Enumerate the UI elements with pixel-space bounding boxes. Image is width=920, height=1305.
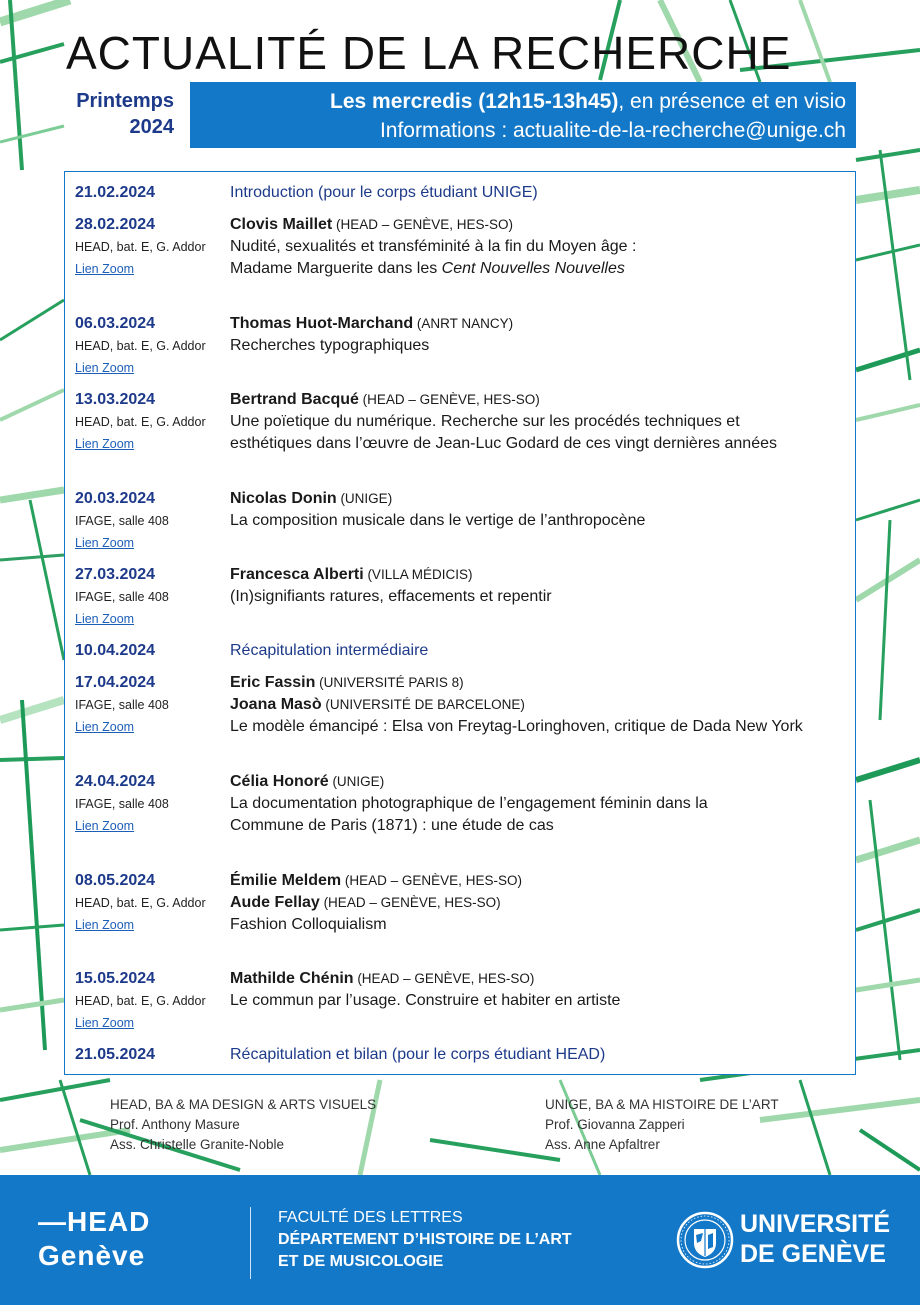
entry-date: 20.03.2024 (75, 490, 156, 507)
zoom-link[interactable]: Lien Zoom (75, 612, 135, 626)
entry-date: 17.04.2024 (75, 674, 156, 691)
speaker-name: Émilie Meldem (230, 872, 342, 889)
footer-divider (250, 1207, 251, 1279)
speaker-name: Aude Fellay (230, 894, 320, 911)
speaker-affiliation: (HEAD – GENÈVE, HES-SO) (358, 392, 540, 407)
talk-title-line: esthétiques dans l’œuvre de Jean-Luc Godard de ces vingt dernières années (230, 435, 777, 452)
entry-date: 08.05.2024 (75, 872, 156, 889)
entry-date: 27.03.2024 (75, 566, 156, 583)
zoom-link[interactable]: Lien Zoom (75, 918, 135, 932)
talk-title-line: Madame Marguerite dans les (230, 260, 442, 277)
zoom-link[interactable]: Lien Zoom (75, 720, 135, 734)
speaker-name: Thomas Huot-Marchand (230, 315, 414, 332)
page-title: ACTUALITÉ DE LA RECHERCHE (66, 27, 792, 79)
talk-title-line: Nudité, sexualités et transféminité à la fin du Moyen âge : (230, 238, 637, 255)
talk-title-line: Une poïetique du numérique. Recherche sur les procédés techniques et (230, 413, 740, 430)
entry-date: 24.04.2024 (75, 773, 156, 790)
speaker-name: Eric Fassin (230, 674, 316, 691)
faculty-name: FACULTÉ DES LETTRES (278, 1209, 463, 1226)
credits-head (110, 1095, 376, 1155)
talk-title-line: Recherches typographiques (230, 337, 430, 354)
entry-location: IFAGE, salle 408 (75, 514, 169, 528)
speaker-name: Clovis Maillet (230, 216, 333, 233)
zoom-link[interactable]: Lien Zoom (75, 437, 135, 451)
speaker-name: Bertrand Bacqué (230, 391, 359, 408)
head-logo-line1: —HEAD (38, 1206, 151, 1237)
zoom-link[interactable]: Lien Zoom (75, 819, 135, 833)
talk-title-line: Le modèle émancipé : Elsa von Freytag-Loringhoven, critique de Dada New York (230, 718, 803, 735)
speaker-affiliation: (ANRT NANCY) (413, 316, 514, 331)
head-geneve-logo (38, 1205, 150, 1273)
talk-title-line: Commune de Paris (1871) : une étude de cas (230, 817, 554, 834)
entry-location: HEAD, bat. E, G. Addor (75, 339, 206, 353)
unige-logo (740, 1209, 890, 1269)
talk-title-line: Le commun par l’usage. Construire et habiter en artiste (230, 992, 621, 1009)
zoom-link[interactable]: Lien Zoom (75, 262, 135, 276)
entry-location: IFAGE, salle 408 (75, 698, 169, 712)
season-label (60, 88, 174, 140)
credits-program: HEAD, BA & MA DESIGN & ARTS VISUELS (110, 1097, 377, 1112)
speaker-affiliation: (UNIGE) (336, 491, 393, 506)
head-logo-line2: Genève (38, 1240, 146, 1271)
zoom-link[interactable]: Lien Zoom (75, 361, 135, 375)
talk-title-line: La composition musicale dans le vertige de l’anthropocène (230, 512, 646, 529)
unige-logo-line1: UNIVERSITÉ (740, 1210, 891, 1238)
schedule-table (64, 171, 856, 1075)
banner-schedule: Les mercredis (12h15-13h45) (330, 90, 619, 113)
entry-date: 15.05.2024 (75, 970, 156, 987)
entry-date: 13.03.2024 (75, 391, 156, 408)
speaker-affiliation: (HEAD – GENÈVE, HES-SO) (319, 895, 501, 910)
talk-title-line: La documentation photographique de l’engagement féminin dans la (230, 795, 708, 812)
unige-logo-line2: DE GENÈVE (740, 1240, 886, 1268)
speaker-name: Célia Honoré (230, 773, 329, 790)
faculty-block (278, 1207, 572, 1273)
entry-location: HEAD, bat. E, G. Addor (75, 240, 206, 254)
talk-title-line: Fashion Colloquialism (230, 916, 387, 933)
entry-note: Récapitulation intermédiaire (230, 642, 429, 659)
department-name-line2: ET DE MUSICOLOGIE (278, 1253, 444, 1270)
entry-date: 06.03.2024 (75, 315, 156, 332)
credits-professor: Prof. Giovanna Zapperi (545, 1117, 685, 1132)
entry-location: IFAGE, salle 408 (75, 590, 169, 604)
credits-assistant: Ass. Christelle Granite-Noble (110, 1137, 285, 1152)
credits-unige (545, 1095, 779, 1155)
zoom-link[interactable]: Lien Zoom (75, 536, 135, 550)
footer-bar (0, 1175, 920, 1305)
entry-location: HEAD, bat. E, G. Addor (75, 896, 206, 910)
speaker-name: Joana Masò (230, 696, 322, 713)
speaker-affiliation: (HEAD – GENÈVE, HES-SO) (353, 971, 535, 986)
banner-contact[interactable]: Informations : actualite-de-la-recherche@unige.ch (379, 119, 846, 142)
credits-assistant: Ass. Anne Apfaltrer (545, 1137, 660, 1152)
speaker-name: Nicolas Donin (230, 490, 337, 507)
zoom-link[interactable]: Lien Zoom (75, 1016, 135, 1030)
credits-program: UNIGE, BA & MA HISTOIRE DE L’ART (545, 1097, 779, 1112)
speaker-affiliation: (UNIGE) (328, 774, 385, 789)
talk-title-italic: Cent Nouvelles Nouvelles (441, 260, 625, 277)
entry-date: 21.05.2024 (75, 1046, 156, 1063)
info-banner (190, 82, 856, 148)
talk-title-line: (In)signifiants ratures, effacements et repentir (230, 588, 552, 605)
entry-date: 10.04.2024 (75, 642, 156, 659)
entry-note: Introduction (pour le corps étudiant UNIGE) (230, 184, 538, 201)
entry-date: 21.02.2024 (75, 184, 156, 201)
entry-location: HEAD, bat. E, G. Addor (75, 994, 206, 1008)
speaker-affiliation: (HEAD – GENÈVE, HES-SO) (341, 873, 522, 888)
entry-date: 28.02.2024 (75, 216, 156, 233)
speaker-affiliation: (VILLA MÉDICIS) (363, 567, 473, 582)
banner-format: , en présence et en visio (618, 90, 846, 113)
speaker-affiliation: (UNIVERSITÉ PARIS 8) (315, 675, 464, 690)
credits-professor: Prof. Anthony Masure (110, 1117, 240, 1132)
season-name: Printemps (76, 90, 174, 112)
speaker-affiliation: (UNIVERSITÉ DE BARCELONE) (321, 697, 525, 712)
department-name-line1: DÉPARTEMENT D’HISTOIRE DE L’ART (278, 1231, 572, 1248)
entry-location: IFAGE, salle 408 (75, 797, 169, 811)
university-seal-icon (676, 1211, 734, 1269)
season-year: 2024 (129, 116, 174, 138)
speaker-affiliation: (HEAD – GENÈVE, HES-SO) (332, 217, 514, 232)
entry-location: HEAD, bat. E, G. Addor (75, 415, 206, 429)
speaker-name: Francesca Alberti (230, 566, 364, 583)
entry-note: Récapitulation et bilan (pour le corps étudiant HEAD) (230, 1046, 606, 1063)
speaker-name: Mathilde Chénin (230, 970, 354, 987)
